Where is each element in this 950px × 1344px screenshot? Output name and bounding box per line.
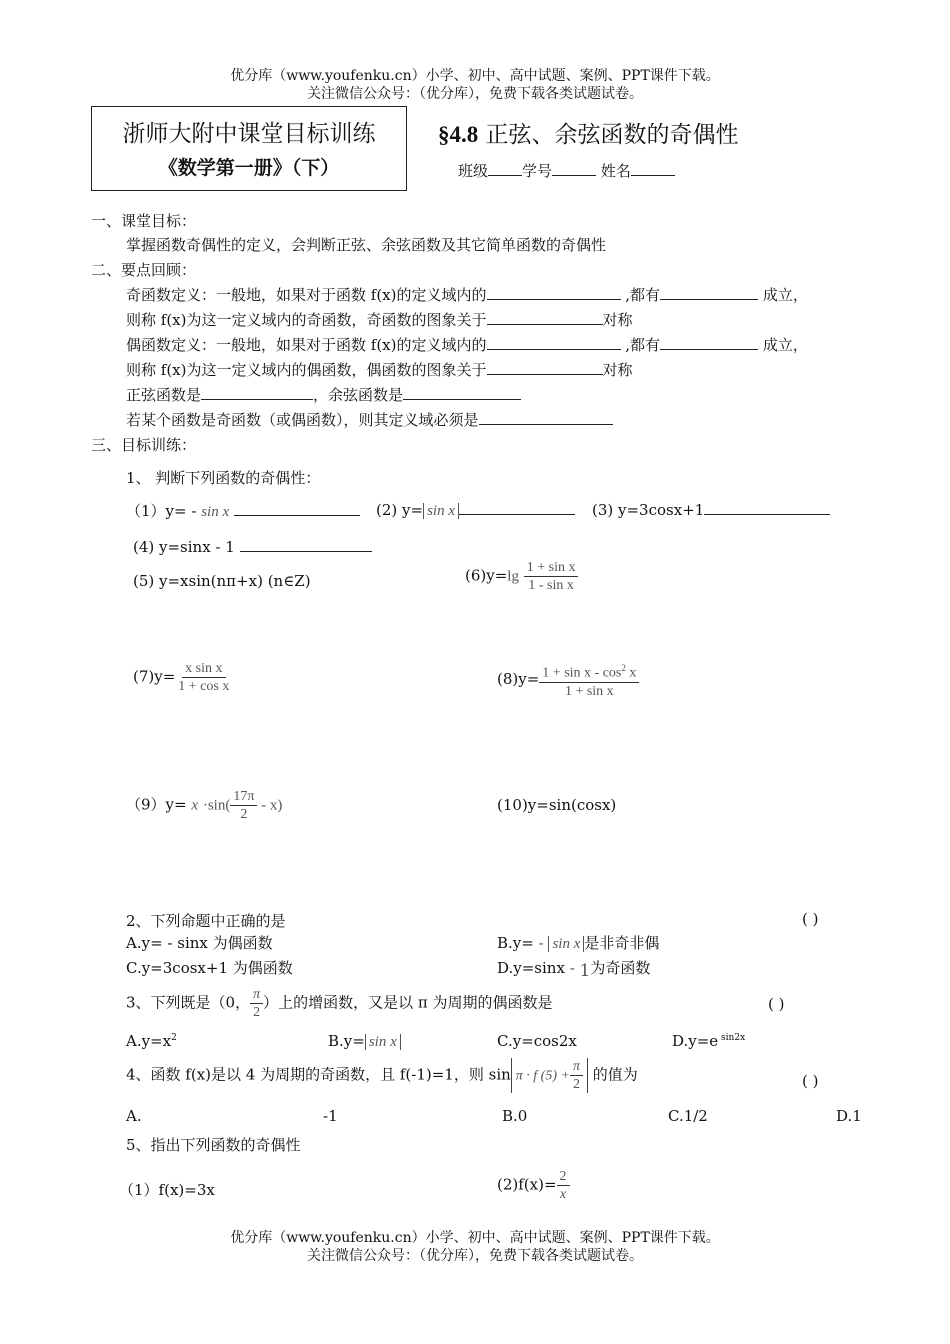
q4-option-a-value[interactable]: -1 [323, 1107, 338, 1125]
q1-item2: (2) y= sin x [376, 500, 575, 520]
sin-blank[interactable] [201, 385, 313, 400]
name-label: 姓名 [600, 162, 631, 180]
odd-symmetry-line: 则称 f(x)为这一定义域内的奇函数，奇函数的图象关于 对称 [126, 311, 633, 329]
domain-line: 若某个函数是奇函数（或偶函数），则其定义域必须是 [126, 409, 613, 430]
lesson-title-text: 正弦、余弦函数的奇偶性 [478, 122, 739, 148]
q1-item1: （1）y= - sin x [126, 500, 360, 521]
q4-option-b[interactable]: B.0 [502, 1107, 528, 1125]
class-label: 班级 [458, 162, 489, 180]
q1-item5: (5) y=xsin(nπ+x) (n∈Z) [133, 572, 311, 590]
page-footer-line2: 关注微信公众号：（优分库），免费下载各类试题试卷。 [307, 1248, 643, 1264]
q1-item4: (4) y=sinx - 1 [133, 537, 372, 556]
page-header-line2: 关注微信公众号：（优分库），免费下载各类试题试卷。 [307, 86, 643, 102]
even-blank-2[interactable] [660, 335, 758, 350]
course-title: 浙师大附中课堂目标训练 [122, 121, 376, 147]
class-field[interactable] [488, 161, 522, 176]
q3-option-c[interactable]: C.y=cos2x [497, 1032, 577, 1050]
q3-option-d[interactable]: D.y=e $^{sin2x}$ [672, 1032, 746, 1050]
part1-heading: 一、课堂目标： [91, 212, 197, 230]
q1-item4-answer[interactable] [240, 537, 372, 552]
q1-item1-answer[interactable] [234, 501, 360, 516]
cos-blank[interactable] [403, 385, 521, 400]
q5-item1: （1）f(x)=3x [119, 1181, 215, 1199]
q1-item8-fraction: $\frac{1 + \sin x - \cos^2 x}{\text{1 + sin x}}$ [539, 660, 639, 700]
odd-blank-3[interactable] [487, 310, 603, 325]
q3-title: 3、下列既是（0， $\frac{\pi}{2}$ ）上的增函数，又是以 π 为周期的偶函数是 [126, 987, 553, 1020]
course-title-box [91, 106, 407, 191]
q1-item8: (8)y= $\frac{1 + \sin x - \cos^2 x}{\text{1 + sin x}}$ [497, 660, 639, 700]
q3-fraction: $\frac{\pi}{2}$ [250, 986, 263, 1021]
page-footer-line1: 优分库（www.youfenku.cn）小学、初中、高中试题、案例、PPT课件下载。 [230, 1230, 720, 1246]
q1-item3-answer[interactable] [704, 500, 830, 515]
q3-answer-paren[interactable]: ( ) [768, 995, 785, 1013]
q1-item2-answer[interactable] [459, 500, 575, 515]
domain-blank[interactable] [479, 410, 613, 425]
q4-option-a[interactable]: A. [126, 1107, 142, 1125]
even-definition-line: 偶函数定义：一般地，如果对于函数 f(x)的定义域内的 ,都有 成立， [126, 336, 808, 354]
q2-title: 2、下列命题中正确的是 [126, 912, 286, 930]
part2-heading: 二、要点回顾： [91, 261, 197, 279]
q4-option-c[interactable]: C.1/2 [668, 1107, 708, 1125]
q4-fraction: $\frac{\pi}{2}$ [570, 1058, 583, 1093]
q1-item6-fraction: $\frac{\text{1 + sin x}}{\text{1 - sin x}}$ [524, 559, 579, 594]
part3-heading: 三、目标训练： [91, 436, 197, 454]
q1-title: 1、 判断下列函数的奇偶性： [126, 469, 321, 487]
q5-fraction: $\frac{2}{x}$ [557, 1168, 570, 1203]
q2-option-b[interactable]: B.y= - sin x 是非奇非偶 [497, 934, 660, 952]
q2-option-c[interactable]: C.y=3cosx+1 为偶函数 [126, 959, 293, 977]
student-info [458, 160, 675, 181]
q4-option-d[interactable]: D.1 [836, 1107, 862, 1125]
id-label: 学号 [522, 162, 553, 180]
odd-definition-line: 奇函数定义：一般地，如果对于函数 f(x)的定义域内的 ,都有 成立， [126, 286, 808, 304]
part1-text: 掌握函数奇偶性的定义，会判断正弦、余弦函数及其它简单函数的奇偶性 [126, 236, 607, 254]
q1-item7-fraction: $\frac{\text{x sin x}}{\text{1 + cos x}}$ [178, 661, 230, 694]
q1-item3: (3) y=3cosx+1 [592, 500, 830, 519]
q3-option-b[interactable]: B.y= sin x [328, 1032, 401, 1051]
q1-item6: (6)y=lg $\frac{\text{1 + sin x}}{\text{1 - sin x}}$ [465, 559, 578, 594]
even-blank-3[interactable] [487, 360, 603, 375]
even-symmetry-line: 则称 f(x)为这一定义域内的偶函数，偶函数的图象关于 对称 [126, 361, 633, 379]
q1-item9-fraction: $\frac{17\pi}{2}$ [230, 788, 257, 823]
q1-item7: (7)y= $\frac{\text{x sin x}}{\text{1 + cos x}}$ [133, 660, 232, 695]
id-field[interactable] [552, 161, 596, 176]
q2-option-a[interactable]: A.y= - sinx 为偶函数 [126, 934, 273, 952]
name-field[interactable] [631, 161, 675, 176]
q5-item2: (2)f(x)= $\frac{2}{x}$ [497, 1168, 570, 1203]
q2-answer-paren[interactable]: ( ) [802, 910, 819, 928]
page-header-line1: 优分库（www.youfenku.cn）小学、初中、高中试题、案例、PPT课件下载。 [230, 68, 720, 84]
q1-item9: （9）y= x ·sin( $\frac{17\pi}{2}$ - x) [126, 789, 283, 822]
q5-title: 5、指出下列函数的奇偶性 [126, 1136, 301, 1154]
odd-blank-2[interactable] [660, 285, 758, 300]
book-title: 《数学第一册》（下） [158, 157, 340, 179]
q1-item10: (10)y=sin(cosx) [497, 796, 617, 814]
odd-blank-1[interactable] [487, 285, 621, 300]
q3-option-a[interactable]: $A.y=x^2$ [126, 1032, 177, 1050]
lesson-title [438, 116, 739, 149]
even-blank-1[interactable] [487, 335, 621, 350]
section-number: §4.8 [438, 122, 479, 147]
q4-answer-paren[interactable]: ( ) [802, 1072, 819, 1090]
q4-title: 4、函数 f(x)是以 4 为周期的奇函数，且 f(-1)=1，则 sin π · f (5) + $\frac{\pi}{2}$ 的值为 [126, 1059, 638, 1092]
q2-option-d[interactable]: D.y=sinx - 1为奇函数 [497, 959, 651, 981]
q4-bracket-expression: π · f (5) + $\frac{\pi}{2}$ [511, 1058, 588, 1093]
sin-cos-line: 正弦函数是 ，余弦函数是 [126, 384, 521, 405]
